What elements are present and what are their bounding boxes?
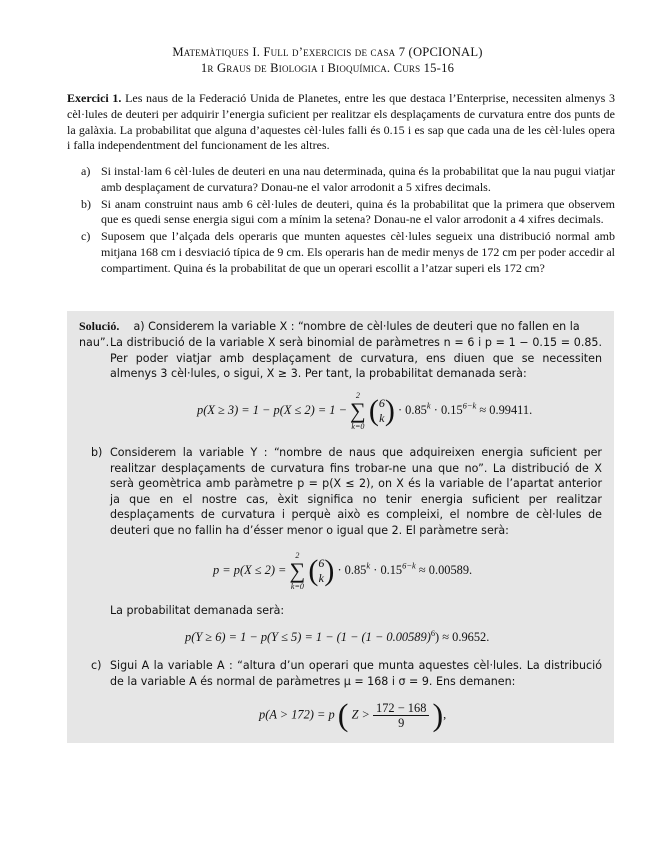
sum-upper-limit: 2: [295, 551, 300, 560]
part-text: Si instal·lam 6 cèl·lules de deuteri en una nau determinada, quina és la probabilitat que la nau pugui viatjar amb desplaçament de curvatura? Donau-ne el valor arrodonit a 5 xifres decimals.: [101, 164, 615, 194]
exponent-k: k: [366, 560, 371, 571]
fraction: [373, 701, 429, 730]
exponent-6-minus-k: 6−k: [402, 560, 416, 571]
equation-a-factor-1: · 0.85: [397, 402, 427, 417]
exercise-part-b: [67, 197, 615, 229]
solution-a-label: a): [133, 320, 145, 333]
part-label: a): [81, 164, 91, 178]
solution-b-text: Considerem la variable Y : “nombre de naus que adquireixen energia suficient per realitzar desplaçaments de curvatura fins trobar-ne una que no”. La distribució de X serà geomètrica amb paràmetre p = p(X ≤ 2), on X és la variable de l’apartat anterior ja que en el nostre cas, èxit significa no tenir energia suficient per realitzar desplaçaments de curvatura i perquè això es compleixi, el nombre de cèl·lules de deuteri que no fallin ha d’ésser menor o igual que 2. El paràmetre serà:: [110, 446, 602, 537]
fraction-numerator: 172 − 168: [373, 701, 429, 716]
equation-b1-result: ≈ 0.00589.: [418, 562, 473, 577]
binomial-coefficient: ( 6 k ): [368, 394, 395, 428]
equation-b2-main: p(Y ≥ 6) = 1 − p(Y ≤ 5) = 1 − (1 − (1 − 0.00589): [185, 630, 431, 644]
exponent-k: k: [426, 400, 431, 411]
equation-b2: [185, 627, 490, 646]
equation-c-z: Z >: [351, 707, 370, 722]
equation-b1: [213, 551, 472, 591]
exercise-part-c: [67, 229, 615, 276]
exercise-part-a: [67, 164, 615, 196]
exercise-intro: Les naus de la Federació Unida de Planetes, entre les que destaca l’Enterprise, necessiten almenys 3 cèl·lules de deuteri per adquirir l’energia suficient per realitzar els desplaçaments de curvatura entre dos punts de la galàxia. La probabilitat que alguna d’aquestes cèl·lules falli és 0.15 i es sap que cada una de les cèl·lules opera i falla independentment del funcionament de les altres.: [67, 91, 616, 153]
equation-b1-factor-1: · 0.85: [337, 562, 367, 577]
equation-a: [197, 391, 532, 431]
solution-b: [91, 445, 602, 539]
part-text: Suposem que l’alçada dels operaris que munten aquestes cèl·lules segueix una distribució normal amb mitjana 168 cm i desviació típica de 9 cm. Els operaris han de medir menys de 172 cm per poder accedir al compartiment. Quina és la probabilitat de que un operari escollit a l’atzar superi els 172 cm?: [101, 229, 615, 275]
sum-lower-limit: k=0: [290, 582, 304, 591]
exercise-statement: [67, 91, 615, 154]
solution-c: [91, 658, 602, 689]
sum-lower-limit: k=0: [351, 422, 365, 431]
binom-top: 6: [318, 556, 325, 570]
equation-b2-end: ) ≈ 0.9652.: [435, 630, 490, 644]
binom-top: 6: [378, 396, 385, 410]
sum-upper-limit: 2: [355, 391, 360, 400]
equation-c-end: ,: [443, 707, 447, 722]
solution-b-probability-text: La probabilitat demanada serà:: [110, 604, 285, 617]
solution-c-label: c): [91, 659, 102, 672]
fraction-denominator: 9: [398, 716, 405, 730]
binom-bottom: k: [379, 411, 385, 425]
header-line-2: 1r Graus de Biologia i Bioquímica. Curs 15-16: [200, 61, 455, 75]
solution-box: [67, 311, 614, 743]
solution-b-label: b): [91, 446, 103, 459]
part-text: Si anam construint naus amb 6 cèl·lules de deuteri, quina és la probabilitat que la primera que observem que es quedi sense energia sigui com a mínim la setena? Donau-ne el valor arrodonit a 4 xifres decimals.: [101, 196, 615, 227]
document-header: [0, 44, 655, 76]
equation-b1-lhs: p = p(X ≤ 2) =: [213, 562, 287, 577]
sum-symbol: 2 ∑ k=0: [350, 391, 366, 431]
solution-a-line1: Considerem la variable X : “nombre de cèl·lules de deuteri que no fallen en la nau”.: [79, 320, 580, 349]
equation-a-result: ≈ 0.99411.: [479, 402, 533, 417]
equation-c-lhs: p(A > 172) = p: [259, 707, 335, 722]
equation-b2-exponent: 6: [430, 627, 436, 638]
equation-a-factor-2: · 0.15: [433, 402, 463, 417]
exponent-6-minus-k: 6−k: [462, 400, 477, 411]
part-label: b): [81, 196, 91, 211]
equation-c: p(A > 172) = p ( Z > $\frac{172 - 168}{9}$ ),: [259, 696, 447, 733]
binomial-coefficient: ( 6 k ): [308, 554, 335, 588]
part-label: c): [81, 229, 91, 244]
exercise-label: Exercici 1.: [67, 91, 122, 105]
header-line-1: Matemàtiques I. Full d’exercicis de casa 7 (OPCIONAL): [172, 45, 483, 59]
exercise-parts: [67, 164, 615, 278]
solution-a-text: La distribució de la variable X serà binomial de paràmetres n = 6 i p = 1 − 0.15 = 0.85. Per poder viatjar amb desplaçament de curvatura, ens diuen que se necessiten almenys 3 cèl·lules, o sigui, X ≥ 3. Per tant, la probabilitat demanada serà:: [110, 336, 602, 381]
equation-b1-factor-2: · 0.15: [373, 562, 403, 577]
binom-bottom: k: [318, 571, 324, 585]
sum-symbol: 2 ∑ k=0: [289, 551, 306, 591]
solution-label: Solució.: [79, 319, 120, 333]
solution-c-text: Sigui A la variable A : “altura d’un operari que munta aquestes cèl·lules. La distribució de la variable A és normal de paràmetres μ = 168 i σ = 9. Ens demanen:: [110, 659, 602, 688]
equation-a-lhs: p(X ≥ 3) = 1 − p(X ≤ 2) = 1 −: [197, 402, 347, 417]
